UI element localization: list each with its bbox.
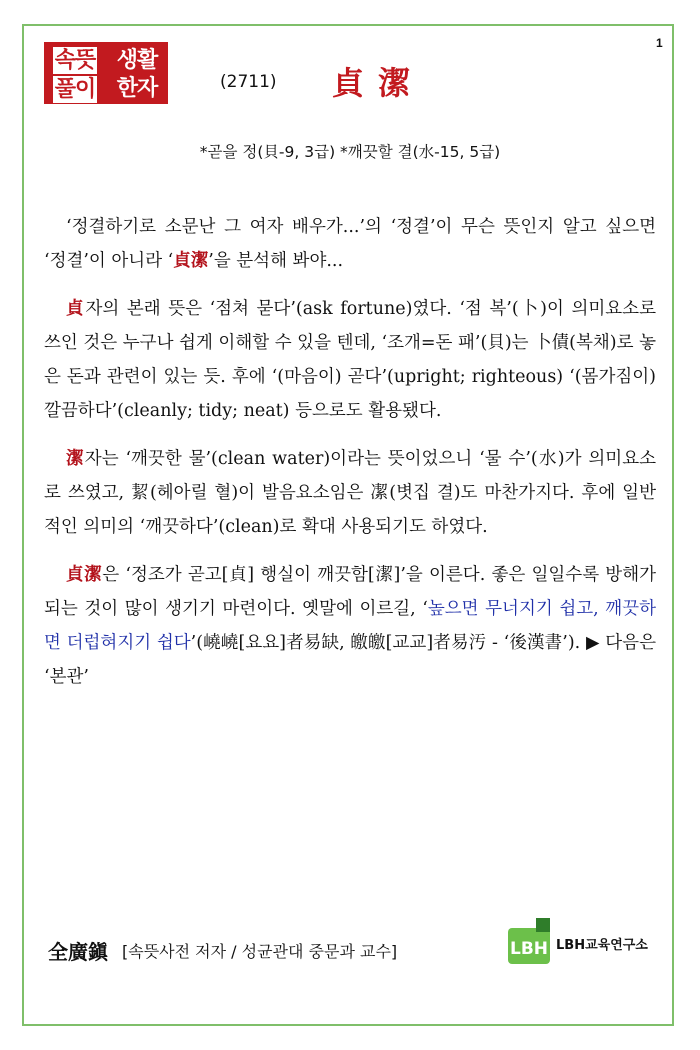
- paragraph-text: 은 ‘정조가 곧고[貞] 행실이 깨끗함[潔]’을 이른다. 좋은 일일수록 방해가 되는 것이 많이 생기기 마련이다. 옛말에 이르길, ‘: [44, 565, 657, 619]
- paragraph-text: ’을 분석해 봐야...: [208, 251, 344, 271]
- logo-text: 속뜻: [54, 48, 96, 73]
- lbh-logo-icon: [506, 916, 552, 968]
- paragraph-text: ’(嶢嶢[요요]者易缺, 皦皦[교교]者易汚 - ‘後漢書’). ▶ 다음은 ‘본관’: [44, 633, 656, 687]
- logo-text: 생활: [116, 48, 158, 73]
- paragraph-first-character: [44, 292, 656, 428]
- logo-text: 한자: [116, 76, 158, 101]
- author-name: 全廣鎭: [48, 939, 108, 964]
- headword-title: 貞潔: [332, 64, 425, 102]
- proverb-quote: 높으면 무너지기 쉽고, 깨끗하면 더럽혀지기 쉽다: [44, 599, 656, 653]
- article-body: [44, 210, 656, 708]
- paragraph-text: 자의 본래 뜻은 ‘점쳐 묻다’(ask fortune)였다. ‘점 복’(卜)이 의미요소로 쓰인 것은 누구나 쉽게 이해할 수 있을 텐데, ‘조개=돈 패’(貝)는 卜債(복채)로 놓은 돈과 관련이 있는 듯. 후에 ‘(마음이) 곧다’(upright; righteous) ‘(몸가짐이) 깔끔하다’(cleanly; tidy; neat) 등으로도 활용됐다.: [44, 299, 656, 421]
- highlight-term: 潔: [66, 449, 85, 469]
- logo-text: 풀이: [54, 77, 96, 102]
- logo-right-block: [106, 42, 168, 108]
- paragraph-intro: [44, 210, 656, 278]
- series-logo: [44, 42, 168, 104]
- author-role: [속뜻사전 저자 / 성균관대 중문과 교수]: [122, 941, 398, 961]
- paragraph-meaning: [44, 558, 656, 694]
- highlight-term: 貞: [66, 299, 86, 319]
- logo-left-block: [44, 42, 106, 108]
- character-definitions: *곧을 정(貝-9, 3급) *깨끗할 결(水-15, 5급): [199, 143, 501, 161]
- paragraph-text: ‘정결하기로 소문난 그 여자 배우가...’의 ‘정결’이 무슨 뜻인지 알고 싶으면 ‘정결’이 아니라 ‘: [44, 217, 656, 271]
- article-number: (2711): [220, 72, 277, 92]
- org-name: LBH교육연구소: [556, 938, 648, 953]
- page-number: 1: [656, 36, 663, 50]
- paragraph-text: 자는 ‘깨끗한 물’(clean water)이라는 뜻이었으니 ‘물 수’(水)가 의미요소로 쓰였고, 絜(헤아릴 혈)이 발음요소임은 㓗(볏집 결)도 마찬가지다. 후에 일반적인 의미의 ‘깨끗하다’(clean)로 확대 사용되기도 하였다.: [44, 449, 656, 537]
- highlight-term: 貞潔: [173, 251, 209, 271]
- highlight-term: 貞潔: [66, 565, 103, 585]
- paragraph-second-character: [44, 442, 656, 544]
- svg-text:LBH: LBH: [509, 939, 549, 959]
